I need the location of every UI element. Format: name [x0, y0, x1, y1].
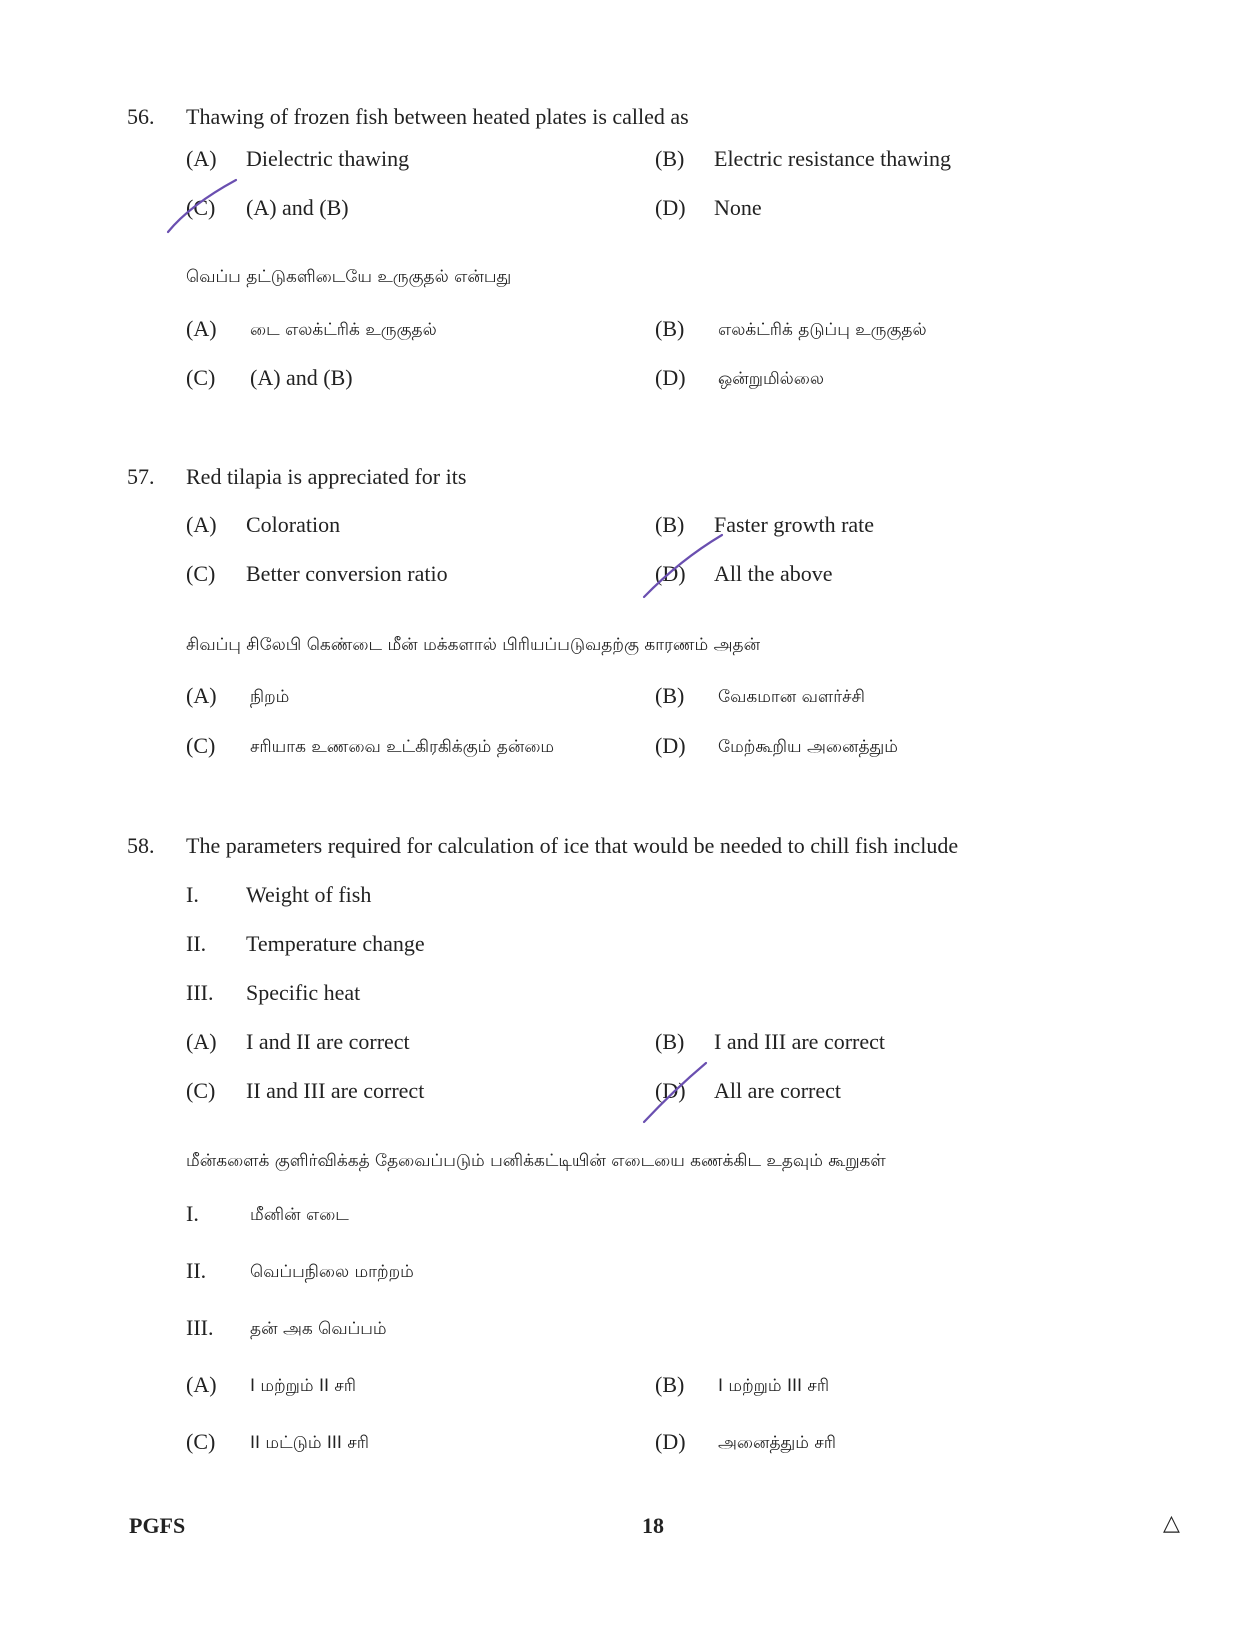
- question-number: 58.: [127, 833, 155, 858]
- option-text: Coloration: [246, 512, 341, 537]
- option-label: (C): [186, 195, 216, 220]
- statement-text: வெப்பநிலை மாற்றம்: [250, 1262, 414, 1282]
- statement-text: தன் அக வெப்பம்: [250, 1319, 387, 1339]
- option-label: (D): [655, 733, 686, 758]
- question-text-ta: வெப்ப தட்டுகளிடையே உருகுதல் என்பது: [186, 267, 512, 287]
- statement-text: Temperature change: [246, 931, 425, 956]
- option-label: (C): [186, 561, 216, 586]
- option-text: I and II are correct: [246, 1029, 410, 1054]
- option-text: All are correct: [714, 1078, 842, 1103]
- option-label: (B): [655, 683, 685, 708]
- option-text: நிறம்: [250, 687, 290, 707]
- option-label: (B): [655, 1029, 685, 1054]
- option-label: (D): [655, 1429, 686, 1454]
- footer-code: PGFS: [129, 1513, 186, 1538]
- option-label: (A): [186, 683, 217, 708]
- question-text-ta: சிவப்பு சிலேபி கெண்டை மீன் மக்களால் பிரியப்படுவதற்கு காரணம் அதன்: [186, 635, 761, 655]
- statement-label: II.: [186, 1258, 207, 1283]
- statement-label: III.: [186, 980, 214, 1005]
- option-text: Faster growth rate: [714, 512, 875, 537]
- option-label: (A): [186, 146, 217, 171]
- option-text: I மற்றும் III சரி: [718, 1376, 830, 1396]
- option-text: II and III are correct: [246, 1078, 425, 1103]
- option-label: (D): [655, 561, 686, 586]
- option-label: (C): [186, 1429, 216, 1454]
- option-label: (A): [186, 1029, 217, 1054]
- option-text: டை எலக்ட்ரிக் உருகுதல்: [250, 320, 437, 340]
- statement-label: I.: [186, 1201, 199, 1226]
- question-number: 57.: [127, 464, 155, 489]
- option-text: Better conversion ratio: [246, 561, 448, 586]
- option-label: (C): [186, 1078, 216, 1103]
- option-text: சரியாக உணவை உட்கிரகிக்கும் தன்மை: [250, 737, 555, 757]
- option-text: All the above: [714, 561, 833, 586]
- option-label: (A): [186, 1372, 217, 1397]
- option-label: (A): [186, 512, 217, 537]
- option-text: வேகமான வளர்ச்சி: [718, 687, 865, 707]
- triangle-mark-icon: △: [1163, 1511, 1180, 1536]
- option-label: (B): [655, 146, 685, 171]
- statement-label: II.: [186, 931, 207, 956]
- option-text: Dielectric thawing: [246, 146, 410, 171]
- option-text: எலக்ட்ரிக் தடுப்பு உருகுதல்: [718, 320, 927, 340]
- option-text: (A) and (B): [250, 365, 353, 390]
- option-text: I and III are correct: [714, 1029, 885, 1054]
- question-number: 56.: [127, 104, 155, 129]
- question-text-ta: மீன்களைக் குளிர்விக்கத் தேவைப்படும் பனிக்கட்டியின் எடையை கணக்கிட உதவும் கூறுகள்: [186, 1151, 886, 1171]
- option-label: (A): [186, 316, 217, 341]
- option-label: (D): [655, 365, 686, 390]
- statement-label: III.: [186, 1315, 214, 1340]
- option-text: II மட்டும் III சரி: [250, 1433, 369, 1453]
- option-text: அனைத்தும் சரி: [718, 1433, 837, 1453]
- option-text: None: [714, 195, 762, 220]
- option-text: (A) and (B): [246, 195, 349, 220]
- statement-text: Weight of fish: [246, 882, 372, 907]
- option-text: Electric resistance thawing: [714, 146, 952, 171]
- option-label: (D): [655, 195, 686, 220]
- statement-label: I.: [186, 882, 199, 907]
- question-text-en: Red tilapia is appreciated for its: [186, 464, 467, 489]
- option-text: I மற்றும் II சரி: [250, 1376, 357, 1396]
- option-label: (D): [655, 1078, 686, 1103]
- statement-text: Specific heat: [246, 980, 361, 1005]
- option-label: (B): [655, 316, 685, 341]
- option-label: (C): [186, 733, 216, 758]
- option-text: மேற்கூறிய அனைத்தும்: [718, 737, 898, 757]
- question-text-en: The parameters required for calculation of ice that would be needed to chill fish include: [186, 833, 959, 858]
- statement-text: மீனின் எடை: [250, 1205, 349, 1225]
- option-text: ஒன்றுமில்லை: [718, 369, 824, 389]
- option-label: (B): [655, 1372, 685, 1397]
- option-label: (B): [655, 512, 685, 537]
- option-label: (C): [186, 365, 216, 390]
- question-text-en: Thawing of frozen fish between heated plates is called as: [186, 104, 689, 129]
- page-number: 18: [642, 1513, 664, 1538]
